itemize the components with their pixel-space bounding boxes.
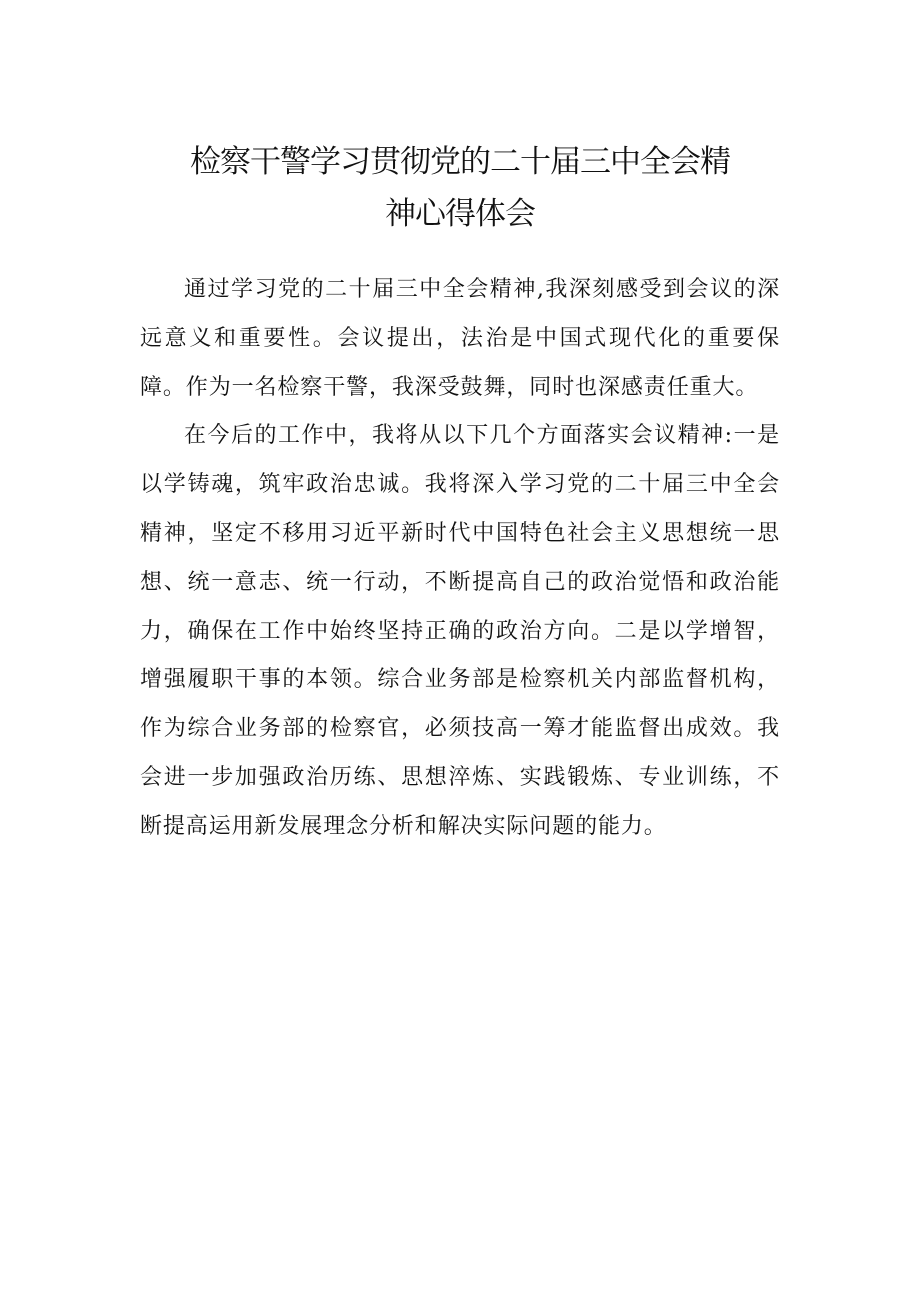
- paragraph-2: 在今后的工作中，我将从以下几个方面落实会议精神:一是以学铸魂，筑牢政治忠诚。我将深入学习党的二十届三中全会精神，坚定不移用习近平新时代中国特色社会主义思想统一思想、统一意志、统一行动，不断提高自己的政治觉悟和政治能力，确保在工作中始终坚持正确的政治方向。二是以学增智，增强履职干事的本领。综合业务部是检察机关内部监督机构，作为综合业务部的检察官，必须技高一筹才能监督出成效。我会进一步加强政治历练、思想淬炼、实践锻炼、专业训练，不断提高运用新发展理念分析和解决实际问题的能力。: [140, 423, 780, 839]
- title-line-2: 神心得体会: [385, 196, 535, 232]
- title-line-1: 检察干警学习贯彻党的二十届三中全会精: [190, 144, 730, 180]
- paragraph-1: 通过学习党的二十届三中全会精神,我深刻感受到会议的深远意义和重要性。会议提出，法治是中国式现代化的重要保障。作为一名检察干警，我深受鼓舞，同时也深感责任重大。: [140, 277, 780, 400]
- document-title: [140, 136, 780, 240]
- document-body: [140, 266, 780, 852]
